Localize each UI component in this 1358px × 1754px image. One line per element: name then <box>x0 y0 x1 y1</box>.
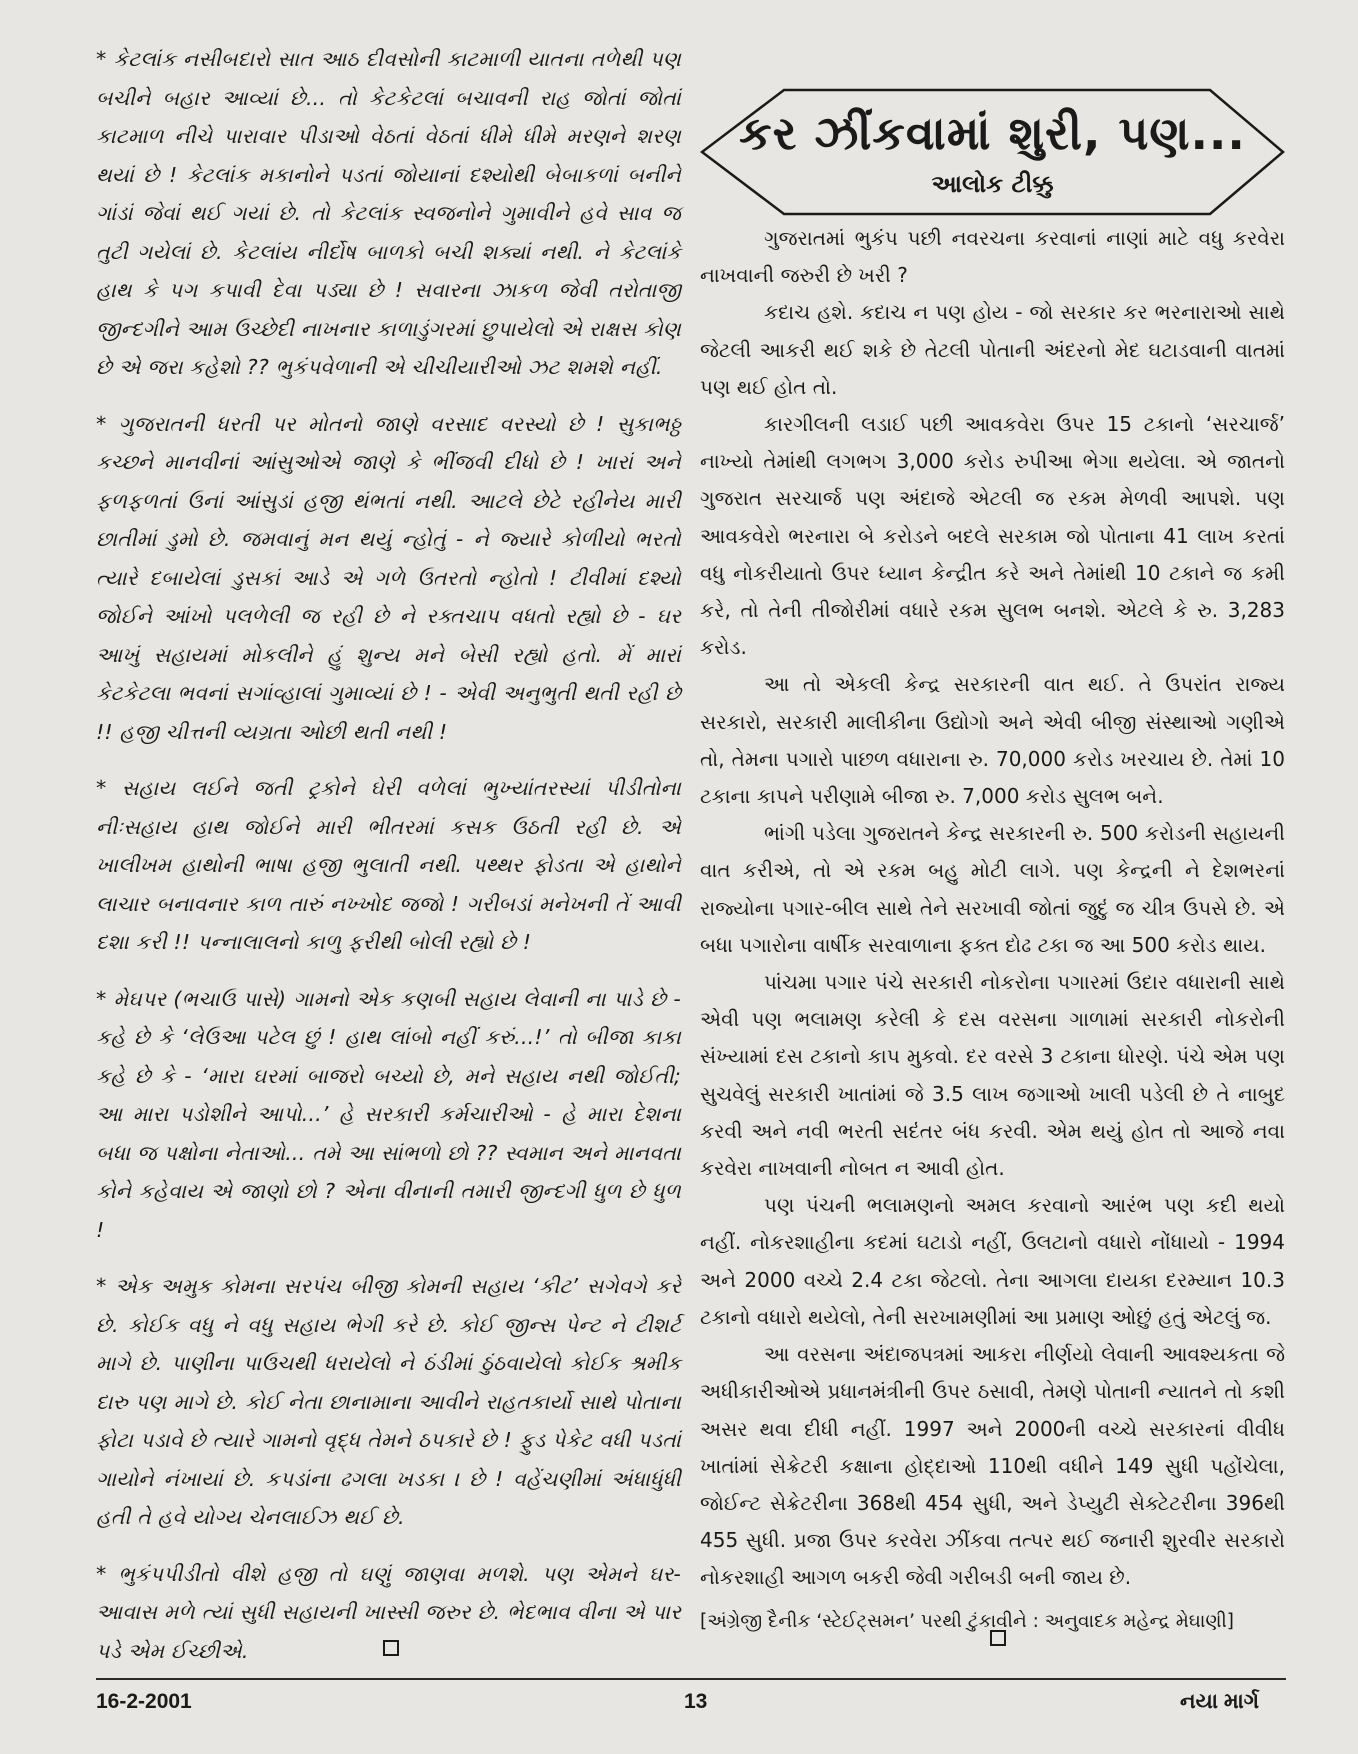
article-paragraph-6: પાંચમા પગાર પંચે સરકારી નોકરોના પગારમાં ઉદાર વધારાની સાથે એવી પણ ભલામણ કરેલી કે દસ વરસના ગાળામાં સરકારી નોકરોની સંખ્યામાં દસ ટકાનો કાપ મુકવો. દર વરસે 3 ટકાના ધોરણે. પંચે એમ પણ સુચવેલું સરકારી ખાતાંમાં જે 3.5 લાખ જગાઓ ખાલી પડેલી છે તે નાબુદ કરવી અને નવી ભરતી સદંતર બંધ કરવી. એમ થયું હોત તો આજે નવા કરવેરા નાખવાની નોબત ન આવી હોત. <box>700 970 1285 1181</box>
author-name: આલોક ટીક્કુ <box>931 170 1054 198</box>
footer-magazine-name: નયા માર્ગ <box>1180 1690 1260 1713</box>
footer-page-number: 13 <box>684 1690 708 1713</box>
right-column <box>700 88 1285 1640</box>
left-paragraph-4: * મેઘપર (ભચાઉ પાસે) ગામનો એક કણબી સહાય લેવાની ના પાડે છે - કહે છે કે ‘લેઉઆ પટેલ છું ! હાથ લાંબો નહીં કરું...!’ તો બીજા કાકા કહે છે કે - ‘મારા ઘરમાં બાજરો બચ્યો છે, મને સહાય નથી જોઈતી; આ મારા પડોશીને આપો...’ હે સરકારી કર્મચારીઓ - હે મારા દેશના બધા જ પક્ષોના નેતાઓ... તમે આ સાંભળો છો ?? સ્વમાન અને માનવતા કોને કહેવાય એ જાણો છો ? એના વીનાની તમારી જીન્દગી ધુળ છે ધુળ ! <box>96 986 681 1242</box>
left-paragraph-2: * ગુજરાતની ધરતી પર મોતનો જાણે વરસાદ વરસ્યો છે ! સુકાભઠ્ઠ કચ્છને માનવીનાં આંસુઓએ જાણે કે ભીંજવી દીધો છે ! ખારાં અને ફળફળતાં ઉનાં આંસુડાં હજી થંભતાં નથી. આટલે છેટે રહીનેય મારી છાતીમાં ડુમો છે. જમવાનું મન થયું ન્હોતું - ને જ્યારે કોળીયો ભરતો ત્યારે દબાયેલાં ડુસકાં આડે એ ગળે ઉતરતો ન્હોતો ! ટીવીમાં દશ્યો જોઈને આંખો પલળેલી જ રહી છે ને રક્તચાપ વધતો રહ્યો છે - ઘર આખું સહાયમાં મોકલીને હું શુન્ય મને બેસી રહ્યો હતો. મેં મારાં કેટકેટલા ભવનાં સગાંવ્હાલાં ગુમાવ્યાં છે ! - એવી અનુભુતી થતી રહી છે !! હજી ચીત્તની વ્યગ્રતા ઓછી થતી નથી ! <box>96 411 681 744</box>
article-paragraph-7: પણ પંચની ભલામણનો અમલ કરવાનો આરંભ પણ કદી થયો નહીં. નોકરશાહીના કદમાં ઘટાડો નહીં, ઉલટાનો વધારો નોંધાયો - 1994 અને 2000 વચ્ચે 2.4 ટકા જેટલો. તેના આગલા દાયકા દરમ્યાન 10.3 ટકાનો વધારો થયેલો, તેની સરખામણીમાં આ પ્રમાણ ઓછું હતું એટલું જ. <box>700 1193 1285 1329</box>
footer-rule <box>96 1678 1286 1680</box>
left-end-mark <box>383 1640 399 1656</box>
article-paragraph-2: કદાચ હશે. કદાચ ન પણ હોય - જો સરકાર કર ભરનારાઓ સાથે જેટલી આકરી થઈ શકે છે તેટલી પોતાની અંદરનો મેદ ઘટાડવાની વાતમાં પણ થઈ હોત તો. <box>700 300 1285 399</box>
article-paragraph-1: ગુજરાતમાં ભુકંપ પછી નવરચના કરવાનાં નાણાં માટે વધુ કરવેરા નાખવાની જરુરી છે ખરી ? <box>700 226 1285 288</box>
headline: કર ઝીંકવામાં શુરી, પણ... <box>739 106 1246 160</box>
left-paragraph-1: * કેટલાંક નસીબદારો સાત આઠ દીવસોની કાટમાળી યાતના તળેથી પણ બચીને બહાર આવ્યાં છે... તો કેટકેટલાં બચાવની રાહ જોતાં જોતાં કાટમાળ નીચે પારાવાર પીડાઓ વેઠતાં વેઠતાં ધીમે ધીમે મરણને શરણ થયાં છે ! કેટલાંક મકાનોને પડતાં જોયાનાં દશ્યોથી બેબાકળાં બનીને ગાંડાં જેવાં થઈ ગયાં છે. તો કેટલાંક સ્વજનોને ગુમાવીને હવે સાવ જ તુટી ગયેલાં છે. કેટલાંય નીર્દોષ બાળકો બચી શક્યાં નથી. ને કેટલાંકે હાથ કે પગ કપાવી દેવા પડ્યા છે ! સવારના ઝાકળ જેવી તરોતાજી જીન્દગીને આમ ઉચ્છેદી નાખનાર કાળાડુંગરમાં છુપાયેલો એ રાક્ષસ કોણ છે એ જરા કહેશો ?? ભુકંપવેળાની એ ચીચીયારીઓ ઝટ શમશે નહીં. <box>96 47 681 379</box>
left-paragraph-3: * સહાય લઈને જતી ટ્રકોને ઘેરી વળેલાં ભુખ્યાંતરસ્યાં પીડીતોના નીઃસહાય હાથ જોઈને મારી ભીતરમાં કસક ઉઠતી રહી છે. એ ખાલીખમ હાથોની ભાષા હજી ભુલાતી નથી. પથ્થર ફોડતા એ હાથોને લાચાર બનાવનાર કાળ તારું નખ્ખોદ જજો ! ગરીબડાં મનેખની તેં આવી દશા કરી !! પન્નાલાલનો કાળુ ફરીથી બોલી રહ્યો છે ! <box>96 776 681 954</box>
left-paragraph-5: * એક અમુક કોમના સરપંચ બીજી કોમની સહાય ‘કીટ’ સગેવગે કરે છે. કોઈક વધુ ને વધુ સહાય ભેગી કરે છે. કોઈ જીન્સ પેન્ટ ને ટીશર્ટ માગે છે. પાણીના પાઉચથી ધરાયેલો ને ઠંડીમાં ઠુંઠવાયેલો કોઈક શ્રમીક દારુ પણ માગે છે. કોઈ નેતા છાનામાના આવીને રાહતકાર્યો સાથે પોતાના ફોટા પડાવે છે ત્યારે ગામનો વૃદ્ધ તેમને ઠપકારે છે ! ફુડ પેકેટ વધી પડતાં ગાયોને નંખાયાં છે. કપડાંના ઢગલા ખડકા । છે ! વહેંચણીમાં અંધાધુંધી હતી તે હવે યોગ્ય ચેનલાઈઝ થઈ છે. <box>96 1274 681 1529</box>
left-column <box>96 40 681 1688</box>
footer-date: 16-2-2001 <box>96 1690 192 1713</box>
article-paragraph-3: કારગીલની લડાઈ પછી આવકવેરા ઉપર 15 ટકાનો ‘સરચાર્જ’ નાખ્યો તેમાંથી લગભગ 3,000 કરોડ રુપીઆ ભેગા થયેલા. એ જાતનો ગુજરાત સરચાર્જ પણ અંદાજે એટલી જ રકમ મેળવી આપશે. પણ આવકવેરો ભરનારા બે કરોડને બદલે સરકામ જો પોતાના 41 લાખ કરતાં વધુ નોકરીયાતો ઉપર ધ્યાન કેન્દ્રીત કરે અને તેમાંથી 10 ટકાને જ કમી કરે, તો તેની તીજોરીમાં વધારે રકમ સુલભ બનશે. એટલે કે રુ. 3,283 કરોડ. <box>700 412 1285 660</box>
article-credit: [અંગ્રેજી દૈનીક ‘સ્ટેઈટ્સમન’ પરથી ટુંકાવીને : અનુવાદક મહેન્દ્ર મેઘાણી] <box>700 1610 1235 1632</box>
headline-box <box>700 88 1285 216</box>
article-paragraph-8: આ વરસના અંદાજપત્રમાં આકરા નીર્ણયો લેવાની આવશ્યકતા જે અધીકારીઓએ પ્રધાનમંત્રીની ઉપર ઠસાવી, તેમણે પોતાની ન્યાતને તો કશી અસર થવા દીધી નહીં. 1997 અને 2000ની વચ્ચે સરકારનાં વીવીધ ખાતાંમાં સેક્રેટરી કક્ષાના હોદ્દાઓ 110થી વધીને 149 સુધી પહોંચેલા, જોઈન્ટ સેક્રેટરીના 368થી 454 સુધી, અને ડેપ્યુટી સેક્ટેટરીના 396થી 455 સુધી. પ્રજા ઉપર કરવેરા ઝીંકવા તત્પર થઈ જનારી શુરવીર સરકારો નોકરશાહી આગળ બકરી જેવી ગરીબડી બની જાય છે. <box>700 1342 1285 1590</box>
left-paragraph-6: * ભુકંપપીડીતો વીશે હજી તો ઘણું જાણવા મળશે. પણ એમને ઘર-આવાસ મળે ત્યાં સુધી સહાયની ખાસ્સી જરુર છે. ભેદભાવ વીના એ પાર પડે એમ ઈચ્છીએ. <box>96 1561 681 1663</box>
article-paragraph-5: ભાંગી પડેલા ગુજરાતને કેન્દ્ર સરકારની રુ. 500 કરોડની સહાયની વાત કરીએ, તો એ રકમ બહુ મોટી લાગે. પણ કેન્દ્રની ને દેશભરનાં રાજ્યોના પગાર-બીલ સાથે તેને સરખાવી જોતાં જુદું જ ચીત્ર ઉપસે છે. એ બધા પગારોના વાર્ષીક સરવાળાના ફક્ત દોઢ ટકા જ આ 500 કરોડ થાય. <box>700 821 1285 957</box>
right-end-mark <box>990 1630 1006 1646</box>
article-paragraph-4: આ તો એકલી કેન્દ્ર સરકારની વાત થઈ. તે ઉપરાંત રાજ્ય સરકારો, સરકારી માલીકીના ઉદ્યોગો અને એવી બીજી સંસ્થાઓ ગણીએ તો, તેમના પગારો પાછળ વધારાના રુ. 70,000 કરોડ ખરચાય છે. તેમાં 10 ટકાના કાપને પરીણામે બીજા રુ. 7,000 કરોડ સુલભ બને. <box>700 672 1285 809</box>
